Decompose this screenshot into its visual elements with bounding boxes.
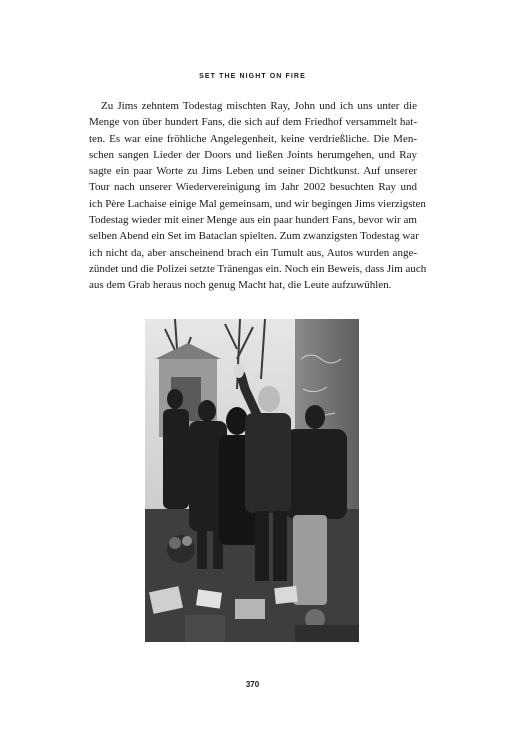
text-line: Zu Jims zehntem Todestag mischten Ray, John und ich uns unter die [101, 100, 417, 112]
text-line: zündet und die Polizei setzte Tränengas ein. Noch ein Beweis, dass Jim auch [89, 262, 427, 275]
running-head: SET THE NIGHT ON FIRE [199, 73, 306, 80]
text-line: Menge von über hundert Fans, die sich auf dem Friedhof versammelt hat- [89, 116, 417, 129]
text-line: sagte ein paar Worte zu Jims Leben und seiner Dichtkunst. Auf unserer [89, 165, 417, 178]
photograph-illustration [145, 319, 359, 642]
text-line: ich nicht da, aber anscheinend brach ein Tumult aus, Autos wurden ange- [89, 246, 417, 259]
body-paragraph [89, 98, 427, 294]
page-number: 370 [245, 680, 260, 689]
text-line: ten. Es war eine fröhliche Angelegenheit, keine verdrießliche. Die Men- [89, 132, 417, 145]
text-line: schen sangen Lieder der Doors und ließen Joints herumgehen, und Ray [89, 148, 417, 161]
text-line: aus dem Grab heraus noch genug Macht hat, die Leute aufzuwühlen. [89, 279, 392, 292]
grave-photograph [145, 319, 359, 642]
text-line: ich Père Lachaise einige Mal gemeinsam, und wir begingen Jims vierzigsten [89, 197, 426, 210]
text-line: Tour nach unserer Wiedervereinigung im Jahr 2002 besuchten Ray und [89, 181, 417, 194]
text-line: selben Abend ein Set im Bataclan spielten. Zum zwanzigsten Todestag war [89, 230, 419, 243]
text-line: Todestag wieder mit einer Menge aus ein paar hundert Fans, bevor wir am [89, 214, 417, 227]
